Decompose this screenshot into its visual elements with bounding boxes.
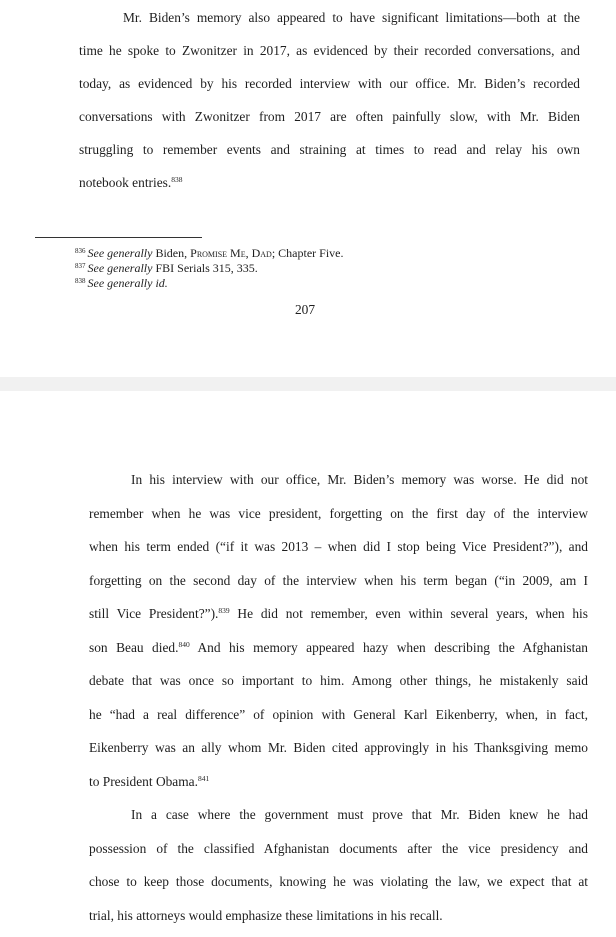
footnote-838 [75,276,525,291]
page-207 [0,0,616,377]
footnote-ref: 839 [218,606,230,615]
text-line: he “had a real difference” of opinion with General Karl Eikenberry, when, in fact, [89,706,588,722]
text-line: struggling to remember events and straining at times to read and relay his own [79,142,580,157]
text-line [47,765,588,799]
text-line: conversations with Zwonitzer from 2017 are often painfully slow, with Mr. Biden [79,109,580,124]
footnotes [75,246,525,291]
footnote-signal: See generally [87,261,153,275]
text-line: Mr. Biden’s memory also appeared to have significant limitations—both at the [123,10,580,25]
text-line: possession of the classified Afghanistan documents after the vice presidency and [89,840,588,856]
text-line: chose to keep those documents, knowing he was violating the law, we expect that at [89,874,588,889]
footnote-ref: 838 [171,175,183,184]
footnote-divider [35,237,202,238]
text-line: In a case where the government must prove that Mr. Biden knew he had [131,807,588,822]
text-line: debate that was once so important to him. Among other things, he mistakenly said [89,673,588,688]
text-line [35,166,580,199]
text-segment: son Beau died. [89,639,179,655]
text-segment: to President Obama. [89,773,198,789]
footnote-837 [75,261,525,276]
text-line: In his interview with our office, Mr. Biden’s memory was worse. He did not [131,472,588,487]
footnote-number: 837 [75,262,86,270]
page-separator [0,377,616,391]
text-line-content: notebook entries. [79,175,172,190]
footnote-text: Biden, [152,246,191,260]
text-segment: He did not remember, even within several years, when his [229,606,588,621]
text-line: today, as evidenced by his recorded interview with our office. Mr. Biden’s recorded [79,76,580,91]
footnote-ref: 841 [197,773,210,783]
footnote-signal: See generally id. [87,276,168,290]
footnote-signal: See generally [87,246,153,260]
footnote-ref: 840 [178,639,190,649]
footnote-book-title: Promise Me, Dad [190,246,272,260]
text-segment: still Vice President?”). [89,606,219,621]
text-line [47,631,588,665]
page-number: 207 [294,302,316,317]
text-line: when his term ended (“if it was 2013 – when did I stop being Vice President?”), and [89,539,588,554]
text-line: Eikenberry was an ally whom Mr. Biden cited approvingly in his Thanksgiving memo [89,740,588,755]
footnote-text: FBI Serials 315, 335. [152,261,258,275]
text-line: forgetting on the second day of the interview when his term began (“in 2009, am I [89,572,588,588]
footnote-text-suffix: ; Chapter Five. [271,246,344,260]
interview-paragraph [47,463,588,798]
footnote-number: 836 [75,247,86,255]
recall-paragraph [47,798,588,932]
footnote-number: 838 [75,277,86,285]
text-line [47,597,588,631]
footnote-836 [75,246,525,261]
text-line: time he spoke to Zwonitzer in 2017, as evidenced by their recorded conversations, and [79,43,580,58]
page-208 [0,391,616,937]
text-line: trial, his attorneys would emphasize these limitations in his recall. [89,907,443,923]
text-line: remember when he was vice president, forgetting on the first day of the interview [89,505,588,521]
text-segment: And his memory appeared hazy when describing the Afghanistan [189,639,588,655]
memory-paragraph [35,1,580,199]
